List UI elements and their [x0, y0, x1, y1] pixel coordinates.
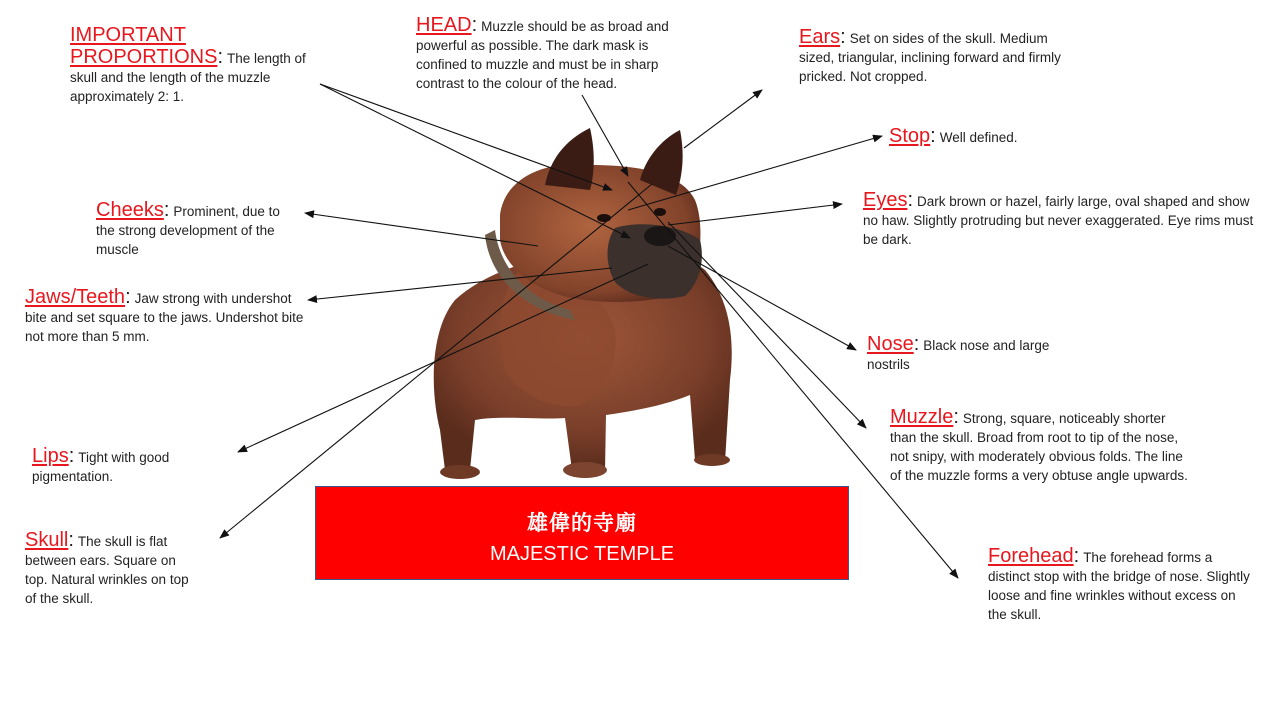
annotation-forehead: Forehead: The forehead forms a distinct stop with the bridge of nose. Slightly loose and fine wrinkles without excess on the skull. — [988, 545, 1250, 622]
annotation-lips: Lips: Tight with good pigmentation. — [32, 445, 170, 484]
annotation-term: Lips — [32, 445, 69, 467]
annotation-term: Nose — [867, 333, 914, 355]
dog-nose — [644, 226, 676, 246]
annotation-text: Strong, square, noticeably shorter than the skull. Broad from root to tip of the nose, not snipy, with moderately obvious folds. The line of the muzzle forms a very obtuse angle upwards. — [890, 411, 1188, 483]
annotation-term: Muzzle — [890, 406, 954, 428]
annotation-text: Dark brown or hazel, fairly large, oval shaped and show no haw. Slightly protruding but never exaggerated. Eye rims must be dark. — [863, 194, 1254, 247]
annotation-skull: Skull: The skull is flat between ears. Square on top. Natural wrinkles on top of the skull. — [25, 529, 189, 606]
annotation-muzzle: Muzzle: Strong, square, noticeably shorter than the skull. Broad from root to tip of the nose, not snipy, with moderately obvious folds. The line of the muzzle forms a very obtuse angle upwards. — [890, 406, 1188, 483]
annotation-cheeks: Cheeks: Prominent, due to the strong development of the muscle — [96, 199, 280, 257]
dog-left-eye — [597, 214, 611, 222]
dog-paw-left — [440, 465, 480, 479]
annotation-text: Black nose and large nostrils — [867, 338, 1050, 372]
annotation-text: Tight with good pigmentation. — [32, 450, 170, 484]
dog-right-eye — [654, 208, 666, 216]
annotation-term: HEAD — [416, 14, 472, 36]
banner-title-chinese: 雄偉的寺廟 — [527, 511, 637, 535]
annotation-text: The skull is flat between ears. Square on top. Natural wrinkles on top of the skull. — [25, 534, 189, 606]
annotation-term: Skull — [25, 529, 69, 551]
annotation-text: Jaw strong with undershot bite and set square to the jaws. Undershot bite not more than 5 mm. — [25, 291, 304, 344]
dog-left-ear — [545, 128, 594, 190]
dog-paw-right — [694, 454, 730, 466]
annotation-eyes: Eyes: Dark brown or hazel, fairly large, oval shaped and show no haw. Slightly protruding but never exaggerated. Eye rims must be dark. — [863, 189, 1254, 247]
annotation-text: Prominent, due to the strong development of the muscle — [96, 204, 280, 257]
annotation-stop: Stop: Well defined. — [889, 125, 1018, 147]
annotation-term: Ears — [799, 26, 841, 48]
annotation-jaws: Jaws/Teeth: Jaw strong with undershot bite and set square to the jaws. Undershot bite not more than 5 mm. — [25, 286, 304, 344]
annotation-text: Well defined. — [939, 130, 1018, 145]
annotation-text: The length of skull and the length of the muzzle approximately 2: 1. — [70, 51, 306, 104]
annotation-term: Stop — [889, 125, 931, 147]
annotation-ears: Ears: Set on sides of the skull. Medium sized, triangular, inclining forward and firmly pricked. Not cropped. — [799, 26, 1061, 84]
annotation-term: Jaws/Teeth — [25, 286, 126, 308]
annotation-term: IMPORTANT PROPORTIONS — [70, 24, 218, 68]
annotation-text: Set on sides of the skull. Medium sized, triangular, inclining forward and firmly pricked. Not cropped. — [799, 31, 1061, 84]
annotation-text: The forehead forms a distinct stop with the bridge of nose. Slightly loose and fine wrinkles without excess on the skull. — [988, 550, 1250, 622]
annotation-term: Eyes — [863, 189, 908, 211]
dog-paw-mid — [563, 462, 607, 478]
annotation-term: Cheeks — [96, 199, 164, 221]
banner-title-english: MAJESTIC TEMPLE — [489, 543, 675, 565]
annotation-proportions: IMPORTANT PROPORTIONS: The length of skull and the length of the muzzle approximately 2: 1. — [70, 24, 306, 104]
annotation-nose: Nose: Black nose and large nostrils — [867, 333, 1050, 372]
annotation-text: Muzzle should be as broad and powerful as possible. The dark mask is confined to muzzle and must be in sharp contrast to the colour of the head. — [416, 19, 669, 91]
annotation-term: Forehead — [988, 545, 1074, 567]
annotation-head: HEAD: Muzzle should be as broad and powerful as possible. The dark mask is confined to muzzle and must be in sharp contrast to the colour of the head. — [416, 14, 669, 91]
title-banner — [315, 486, 849, 580]
